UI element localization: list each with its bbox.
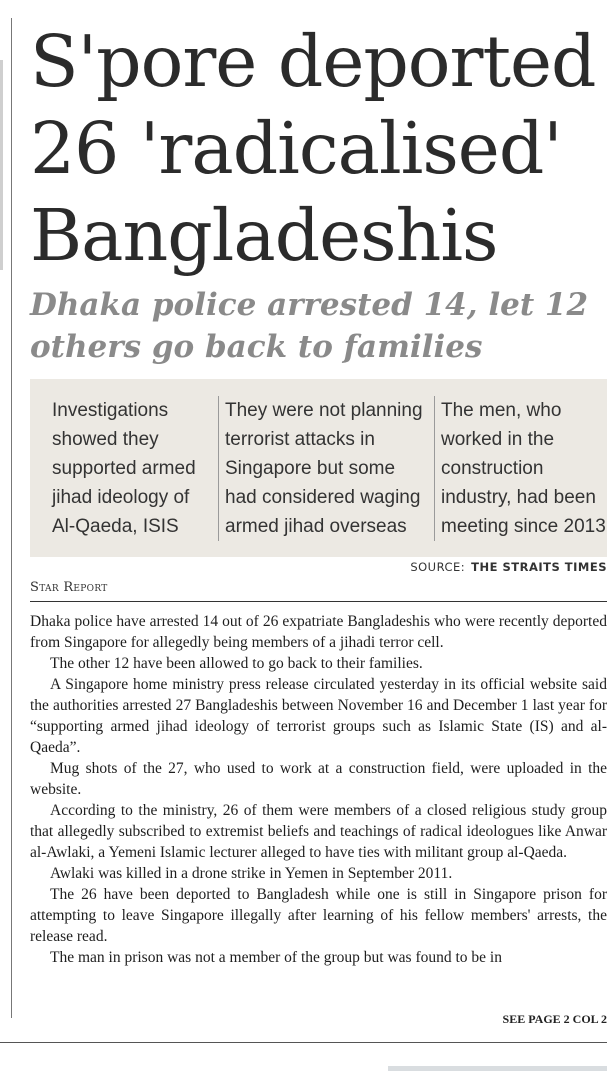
section-divider (0, 1042, 607, 1043)
headline-line: S'pore deported (30, 20, 596, 103)
paragraph: Awlaki was killed in a drone strike in Yemen in September 2011. (50, 865, 453, 882)
next-story-headline-fragment (28, 1052, 288, 1071)
article-body (30, 611, 607, 1006)
source-label: SOURCE: (410, 560, 466, 574)
column-rule (11, 18, 12, 1018)
headline-line: 26 'radicalised' (30, 107, 562, 190)
highlight-item: They were not planning terrorist attacks in Singapore but some had considered waging armed jihad overseas (218, 396, 425, 541)
paragraph: The 26 have been deported to Bangladesh while one is still in Singapore prison for attempting to leave Singapore illegally after learning of his fellow members' arrests, the release read. (30, 886, 607, 945)
highlight-item: The men, who worked in the construction industry, had been meeting since 2013 (434, 396, 607, 541)
source-name: THE STRAITS TIMES (471, 560, 607, 574)
paragraph: A Singapore home ministry press release circulated yesterday in its official website said the authorities arrested 27 Bangladeshis between November 16 and December 1 last year for “supporting armed jihad ideology of terrorist groups such as Islamic State (IS) and al-Qaeda”. (30, 676, 607, 756)
page-edge-tab (0, 60, 3, 270)
paragraph: Dhaka police have arrested 14 out of 26 expatriate Bangladeshis who were recently deported from Singapore for allegedly being members of a jihadi terror cell. (30, 613, 607, 651)
continuation-link[interactable]: SEE PAGE 2 COL 2 (502, 1012, 607, 1026)
subhead-line: Dhaka police arrested 14, let 12 (30, 287, 589, 323)
byline-divider (30, 601, 607, 602)
paragraph: According to the ministry, 26 of them were members of a closed religious study group that allegedly subscribed to extremist beliefs and teachings of radical ideologues like Anwar al-Awlaki, a Yemeni Islamic lecturer alleged to have ties with militant group al-Qaeda. (30, 802, 607, 861)
subheadline (30, 284, 605, 368)
source-credit (410, 560, 607, 574)
paragraph: The other 12 have been allowed to go back to their families. (50, 655, 423, 672)
subhead-line: others go back to families (30, 329, 483, 365)
headline-line: Bangladeshis (30, 194, 498, 277)
highlight-item: Investigations showed they supported armed jihad ideology of Al-Qaeda, ISIS (52, 400, 196, 537)
next-story-photo (388, 1066, 607, 1071)
paragraph: Mug shots of the 27, who used to work at a construction field, were uploaded in the website. (30, 760, 607, 798)
cut-off-glyphs (28, 1062, 288, 1071)
headline (30, 18, 605, 279)
highlights-box (30, 379, 607, 557)
paragraph: The man in prison was not a member of the group but was found to be in (50, 949, 502, 966)
byline: Star Report (30, 580, 108, 595)
